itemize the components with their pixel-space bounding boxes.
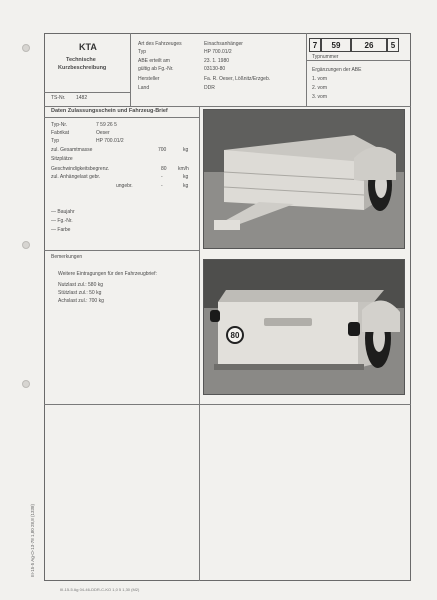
field-label: Art des Fahrzeuges	[138, 41, 182, 47]
type-number-box: 7	[309, 38, 321, 52]
punch-hole	[22, 241, 30, 249]
field-label: ABE erteilt am	[138, 58, 170, 64]
footnote-farbe: — Farbe	[51, 228, 70, 233]
data-label: Geschwindigkeitsbegrenz.	[51, 166, 110, 172]
field-value: DDR	[204, 85, 215, 91]
field-label: Hersteller	[138, 76, 160, 82]
supplement-line: 2. vom	[312, 85, 328, 91]
type-number-box: 59	[321, 38, 351, 52]
field-label: gültig ab Fg.-Nr.	[138, 66, 174, 72]
data-value: Oeser	[96, 130, 110, 136]
remarks-intro: Weitere Eintragungen für den Fahrzeugbrief:	[58, 271, 157, 277]
remarks-line: Nutzlast zul.: 580 kg	[58, 282, 104, 288]
data-unit: km/h	[178, 166, 189, 172]
data-label: zul. Gesamtmasse	[51, 147, 93, 153]
data-label: zul. Anhängelast gebr.	[51, 174, 101, 180]
field-value: 03130-80	[204, 66, 226, 72]
ts-nr-value: 1482	[76, 95, 88, 101]
footnote-baujahr: — Baujahr	[51, 210, 75, 215]
field-value: Einachsanhänger	[204, 41, 243, 47]
trailer-photo-rear	[203, 259, 405, 395]
margin-code-bottom: III-15-5 Ag 04-46-DDR-C-KO 1,0 5 1,30 (M2)	[60, 587, 140, 592]
data-value: 7 59 26 5	[96, 122, 117, 128]
field-label: Land	[138, 85, 150, 91]
form-title: KTA	[79, 42, 97, 52]
speed-limit-plate: 80	[226, 326, 244, 344]
data-value: 700	[158, 147, 167, 153]
type-number-box: 26	[351, 38, 387, 52]
punch-hole	[22, 44, 30, 52]
field-label: Typ	[138, 49, 147, 55]
data-value: -	[161, 174, 163, 180]
field-value: Fa. R. Oeser, Lößnitz/Erzgeb.	[204, 76, 271, 82]
data-unit: kg	[183, 183, 189, 189]
trailer-photo-side-image	[204, 110, 404, 248]
type-number-label: Typnummer	[312, 54, 339, 60]
remarks-line: Stützlast zul.: 50 kg	[58, 290, 102, 296]
field-value: HP 700.01/2	[204, 49, 232, 55]
footnote-fg-nr: — Fg.-Nr.	[51, 219, 73, 224]
data-label: Typ-Nr.	[51, 122, 68, 128]
form-subtitle: Technische	[66, 57, 96, 63]
data-label: Sitzplätze	[51, 156, 73, 162]
data-label: ungebr.	[116, 183, 133, 189]
data-value: -	[161, 183, 163, 189]
remarks-line: Achslast zul.: 700 kg	[58, 298, 104, 304]
data-value: 80	[161, 166, 167, 172]
form-subtitle: Kurzbeschreibung	[58, 65, 107, 71]
supplement-line: 1. vom	[312, 76, 328, 82]
data-value: HP 700.01/2	[96, 138, 124, 144]
field-value: 23. 1. 1980	[204, 58, 230, 64]
remarks-title: Bemerkungen	[51, 254, 83, 260]
data-label: Typ	[51, 138, 60, 144]
margin-code-left: III-15-5 Ag-O-13-78 1,80 28,8 (1338)	[30, 503, 35, 577]
data-section-title: Daten Zulassungsschein und Fahrzeug-Brief	[51, 108, 168, 114]
supplement-line: 3. vom	[312, 94, 328, 100]
ts-nr-label: TS-Nr.	[51, 95, 66, 101]
punch-hole	[22, 380, 30, 388]
data-unit: kg	[183, 147, 189, 153]
data-label: Fabrikat	[51, 130, 70, 136]
trailer-photo-side	[203, 109, 405, 249]
supplements-title: Ergänzungen der ABE	[312, 67, 362, 73]
type-number-box: 5	[387, 38, 399, 52]
data-unit: kg	[183, 174, 189, 180]
